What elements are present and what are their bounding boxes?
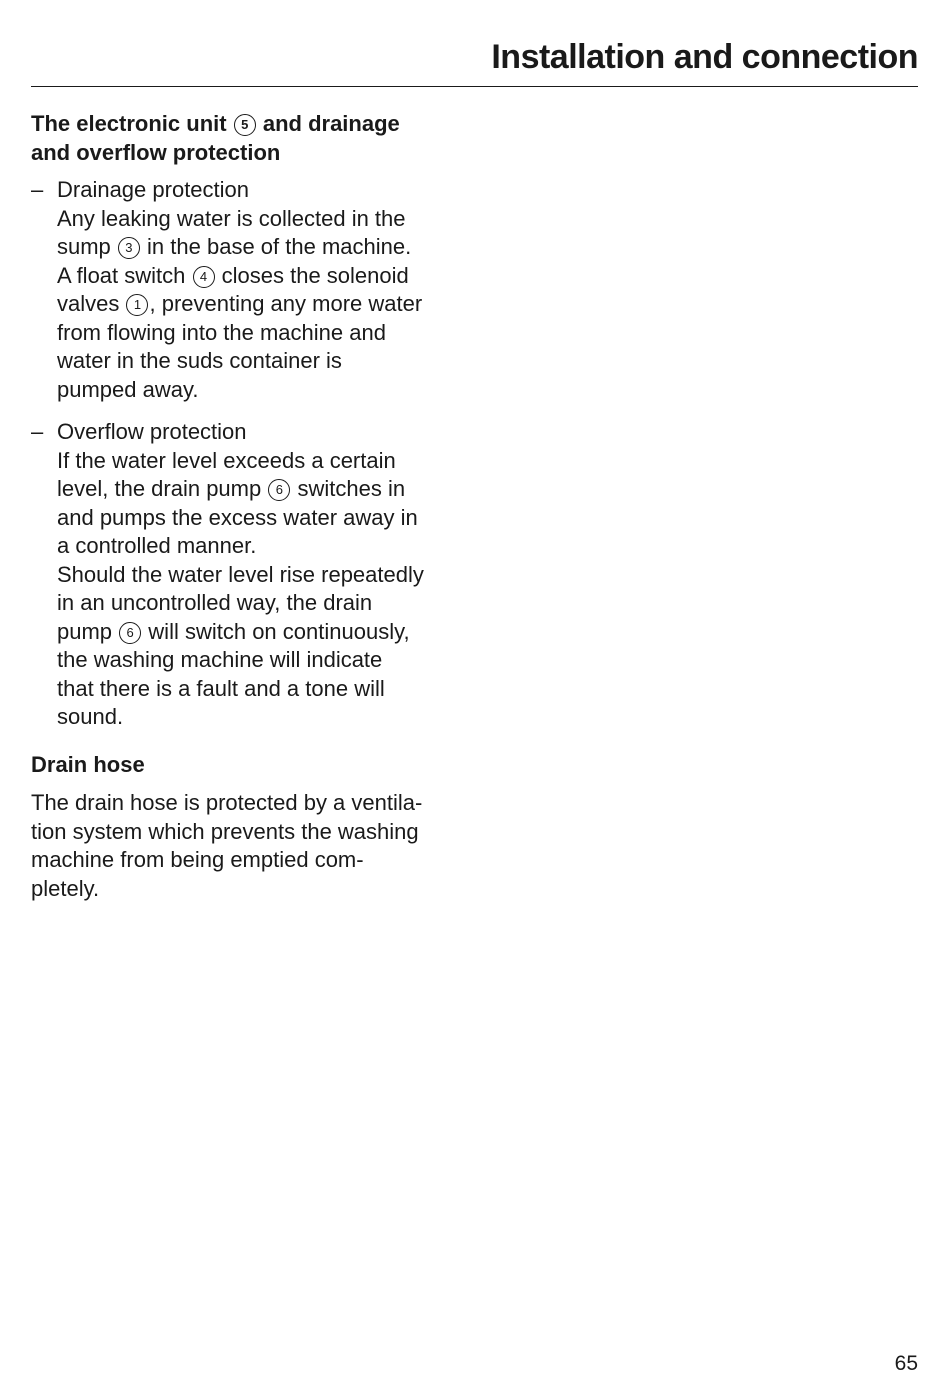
list-dash: –	[31, 177, 44, 202]
body-line: the washing machine will indicate	[57, 647, 383, 672]
body-text: switches in	[297, 476, 406, 501]
heading-text: and drainage	[262, 111, 400, 136]
list-dash: –	[31, 419, 44, 444]
list-item-title: Drainage protection	[57, 177, 250, 202]
body-text: level, the drain pump	[57, 476, 262, 501]
body-line: water in the suds container is	[57, 348, 342, 373]
body-line	[57, 262, 471, 291]
body-line: and pumps the excess water away in	[57, 504, 418, 530]
body-text: valves	[57, 291, 120, 316]
page-number: 65	[894, 1352, 918, 1375]
body-text: will switch on continuously,	[148, 618, 410, 644]
body-text: in the base of the machine.	[147, 234, 412, 259]
body-line: The drain hose is protected by a ventila-	[31, 790, 423, 815]
body-text: sump	[57, 234, 111, 259]
heading-text: The electronic unit	[31, 111, 227, 136]
body-line: that there is a fault and a tone will	[57, 675, 385, 701]
body-line	[57, 233, 471, 262]
body-line: pletely.	[31, 875, 100, 901]
body-line	[57, 618, 471, 647]
body-line: in an uncontrolled way, the drain	[57, 590, 373, 615]
reference-number-badge: 6	[268, 479, 290, 501]
body-line: a controlled manner.	[57, 533, 257, 558]
list-item-overflow-protection	[31, 418, 471, 732]
body-line: tion system which prevents the washing	[31, 818, 419, 844]
page-header	[31, 36, 918, 87]
body-line	[57, 290, 471, 319]
body-line	[57, 475, 471, 504]
body-text: , preventing any more water	[149, 291, 423, 316]
drain-hose-paragraph	[31, 789, 471, 903]
reference-number-badge: 5	[234, 114, 256, 136]
body-text: pump	[57, 618, 113, 644]
content-column	[31, 110, 471, 903]
body-line: pumped away.	[57, 376, 199, 402]
body-line: machine from being emptied com-	[31, 847, 364, 872]
reference-number-badge: 3	[118, 237, 140, 259]
body-line: from flowing into the machine and	[57, 319, 386, 345]
body-line: sound.	[57, 704, 124, 729]
list-item-title: Overflow protection	[57, 419, 247, 444]
section-heading-electronic-unit	[31, 110, 471, 167]
body-line: Any leaking water is collected in the	[57, 205, 406, 231]
reference-number-badge: 4	[193, 266, 215, 288]
reference-number-badge: 1	[126, 294, 148, 316]
list-item-drainage-protection	[31, 176, 471, 404]
body-text: closes the solenoid	[221, 262, 409, 288]
body-line: If the water level exceeds a certain	[57, 447, 396, 473]
body-text: A float switch	[57, 262, 186, 288]
reference-number-badge: 6	[119, 622, 141, 644]
page-title: Installation and connection	[491, 38, 918, 76]
heading-text: and overflow protection	[31, 139, 281, 165]
section-heading-drain-hose: Drain hose	[31, 751, 145, 777]
body-line: Should the water level rise repeatedly	[57, 561, 424, 587]
